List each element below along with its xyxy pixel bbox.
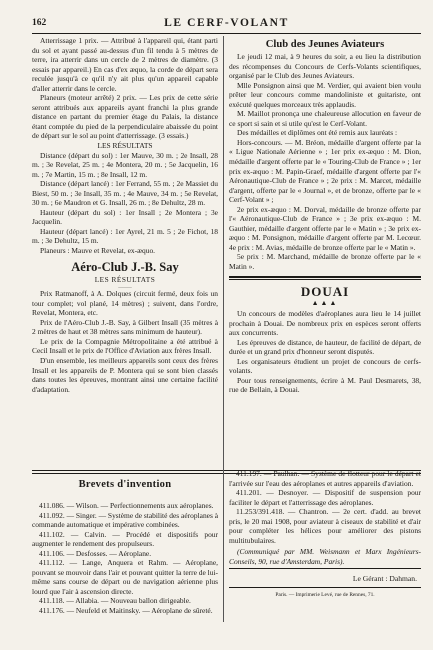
running-header <box>32 18 421 32</box>
section-rule-thin <box>229 279 421 280</box>
aero-paragraph-3: Le prix de la Compagnie Métropolitaine a été attribué à Cecil Insall et le prix de l'Office d'Aviation aux frères Insall. <box>32 336 218 356</box>
paragraph-atterrissage: Atterrissage 1 prix. — Attribué à l'appareil qui, étant parti du sol et ayant passé au-dessus d'un fil tendu à 5 mètres de terre, ira atterrir dans un cercle de 2 mètres de diamètre. (3 essais par appareil.) En cas d'ex æquo, la corde de départ sera reculée jusqu'à ce qu'il n'y ait plus qu'un appareil capable d'aller atterrir dans le cercle. <box>32 36 218 93</box>
triangle-ornament: ▲▲▲ <box>311 299 339 308</box>
club-paragraph-4: Des médailles et diplômes ont été remis aux lauréats : <box>237 128 398 138</box>
brevet-item: 411.201. — Desnoyer. — Dispositif de suspension pour faciliter le départ et l'atterrissage des aéroplanes. <box>229 488 421 507</box>
paragraph-planeurs: Planeurs (moteur arrêté) 2 prix. — Les prix de cette série seront attribués aux appareils ayant franchi la plus grande distance en partant du premier étage du Palais, la distance étant comptée du pied de la perpendiculaire abaissée du point de départ sur le sol au point d'atterrissage. (3 essais.) <box>32 93 218 141</box>
brevet-item: 411.197. — Paulhan. — Système de flotteur pour le départ et l'arrivée sur l'eau des aéroplanes et autres appareils d'aviation. <box>229 469 421 488</box>
club-paragraph-6: 2e prix ex-æquo : M. Dorval, médaille de bronze offerte par l'« Aéronautique-Club de France » ; 3e prix ex-æquo : M. Gauthier, médaille d'argent offerte par le « Matin » ; 3e prix ex-æquo : M. Ponsignon, médaille d'argent offerte par M. Lecœur. 4e prix : M. Avias, médaille de bronze offerte par le « Matin ». <box>229 204 421 252</box>
brevet-item: 411.118. — Allabia. — Nouveau ballon dirigeable. <box>39 596 191 606</box>
aero-club-subheading: LES RÉSULTATS <box>94 274 156 284</box>
club-paragraph-3: M. Maillot prononça une chaleureuse allocution en faveur de ce sport si sain et si utile qu'est le Cerf-Volant. <box>229 109 421 128</box>
communique-note: (Communiqué par MM. Weismann et Marx Ingénieurs-Conseils, 90, rue d'Amsterdam, Paris). <box>229 547 421 566</box>
results-hauteur-sol: Hauteur (départ du sol) : 1er Insall ; 2e Montera ; 3e Jacquelin. <box>32 207 218 227</box>
brevet-item: 411.176. — Neufeld et Maitinsky. — Aéroplane de sûreté. <box>39 606 213 616</box>
aero-paragraph-2: Prix de l'Aéro-Club J.-B. Say, à Gilbert Insall (35 mètres à 2 mètres de haut et 38 mètres sans minimum de hauteur). <box>32 317 218 337</box>
aero-paragraph-1: Prix Ratmanoff, à A. Dolques (circuit fermé, deux fois un tour complet; vol plané, 14 mètres) ; suivent, dans l'ordre, Revelat, Montera, etc. <box>32 289 218 318</box>
brevets-column-divider <box>223 470 224 622</box>
header-rule <box>32 33 421 34</box>
small-rule: ——— <box>118 284 132 290</box>
club-paragraph-2: Mlle Ponsignon ainsi que M. Verdier, qui avaient bien voulu prêter leur concours comme mandoliniste et guitariste, ont exécuté quelques morceaux très applaudis. <box>229 80 421 109</box>
results-distance-sol: Distance (départ du sol) : 1er Mauve, 30 m. ; 2e Insall, 28 m. ; 3e Revelat, 25 m. ; 4e Montera, 20 m. ; 5e Jacquelin, 16 m. ; 7e Martin, 15 m. ; 8e Insall, 12 m. <box>32 150 218 179</box>
brevet-item: 411.086. — Wilson. — Perfectionnements aux aéroplanes. <box>39 501 214 510</box>
douai-paragraph-2: Les épreuves de distance, de hauteur, de facilité de départ, de durée et un grand prix d'honneur seront disputés. <box>229 337 421 357</box>
club-heading: Club des Jeunes Aviateurs <box>265 39 385 50</box>
douai-paragraph-3: Les organisateurs étudient un projet de concours de cerfs-volants. <box>229 356 421 376</box>
results-heading: LES RÉSULTATS <box>97 141 153 151</box>
aero-paragraph-4: D'un ensemble, les meilleurs appareils sont ceux des frères Insall et les appareils de P. Montera qui se sont bien classés dans toutes les épreuves, montrant ainsi une certaine facilité d'adaptation. <box>32 355 218 394</box>
brevet-item: 411.106. — Desfosses. — Aéroplane. <box>39 548 152 558</box>
imprint-line: Paris. — Imprimerie Levé, rue de Rennes, 71. <box>229 587 421 601</box>
brevet-item: 411.102. — Calvin. — Procédé et dispositifs pour augmenter le rendement des propulseurs. <box>32 529 218 549</box>
results-distance-lance: Distance (départ lancé) : 1er Ferrand, 55 m. ; 2e Massiet du Biest, 50 m. ; 3e Insall, 35 m. ; 4e Mauve, 34 m. ; 5e Revelat, 30 m. ; 6e Maudron et G. Insall, 26 m. ; 8e Dehultz, 28 m. <box>32 179 218 208</box>
brevets-left-list <box>32 501 218 616</box>
club-paragraph-5: Hors-concours. — M. Bréon, médaille d'argent offerte par la « Ligue Nationale Aérienne » ; 1er prix ex-æquo : M. Dion, médaille d'argent offerte par le « Touring-Club de France » ; 1er prix ex-æquo : M. Papin-Graef, médaille d'argent offerte par l'« Aéronautique-Club de France » ; 2e prix : M. Marcet, médaille d'argent, offerte par le « Journal », et de bronze, offerte par le « Cerf-Volant » ; <box>229 137 421 205</box>
left-column <box>32 36 218 394</box>
journal-title: LE CERF-VOLANT <box>164 17 289 29</box>
right-column <box>229 36 421 395</box>
gerant-line: Le Gérant : Dahman. <box>352 574 417 584</box>
page-number: 162 <box>32 18 47 28</box>
brevets-right-list <box>229 469 421 601</box>
aero-club-heading: Aéro-Club J.-B. Say <box>71 259 179 274</box>
douai-paragraph-1: Un concours de modèles d'aéroplanes aura lieu le 14 juillet prochain à Douai. De nombreux prix en espèces seront offerts aux concurrents. <box>229 309 421 338</box>
results-hauteur-lance: Hauteur (départ lancé) : 1er Ayrel, 21 m. 5 ; 2e Fichot, 18 m. ; 3e Dehultz, 15 m. <box>32 226 218 246</box>
brevet-item: 411.092. — Singer. — Système de stabilité des aéroplanes à commande automatique et impérative combinées. <box>32 510 219 530</box>
brevet-item: 411.112. — Lange, Anquera et Rahm. — Aéroplane, pouvant se mouvoir dans l'air et pouvant quitter la terre de lui-même sans course de départ ou de navigation aérienne plus lourd que l'air à ascension directe. <box>32 558 218 596</box>
douai-paragraph-4: Pour tous renseignements, écrire à M. Paul Desmarets, 38, rue de Bellain, à Douai. <box>229 375 421 395</box>
club-paragraph-7: 5e prix : M. Marchand, médaille de bronze offerte par le « Matin ». <box>229 252 421 272</box>
brevets-heading: Brevets d'invention <box>78 479 172 490</box>
club-paragraph-1: Le jeudi 12 mai, à 9 heures du soir, a eu lieu la distribution des récompenses du Concours de Cerfs-Volants scientifiques, organisé par le Club des Jeunes Aviateurs. <box>229 52 421 81</box>
douai-heading: DOUAI <box>300 284 350 300</box>
section-rule <box>229 276 421 278</box>
results-planeurs: Planeurs : Mauve et Revelat, ex-æquo. <box>40 246 156 256</box>
brevet-item: 11.253/391.418. — Chantron. — 2e cert. d'add. au brevet pris, le 20 mai 1908, pour aviateur à ciseaux de stabilité et d'air pour compléter les hélices pour améliorer des pistons multitubulaires. <box>229 507 421 545</box>
brevets-section <box>32 469 421 616</box>
gerant-rule <box>229 568 421 569</box>
